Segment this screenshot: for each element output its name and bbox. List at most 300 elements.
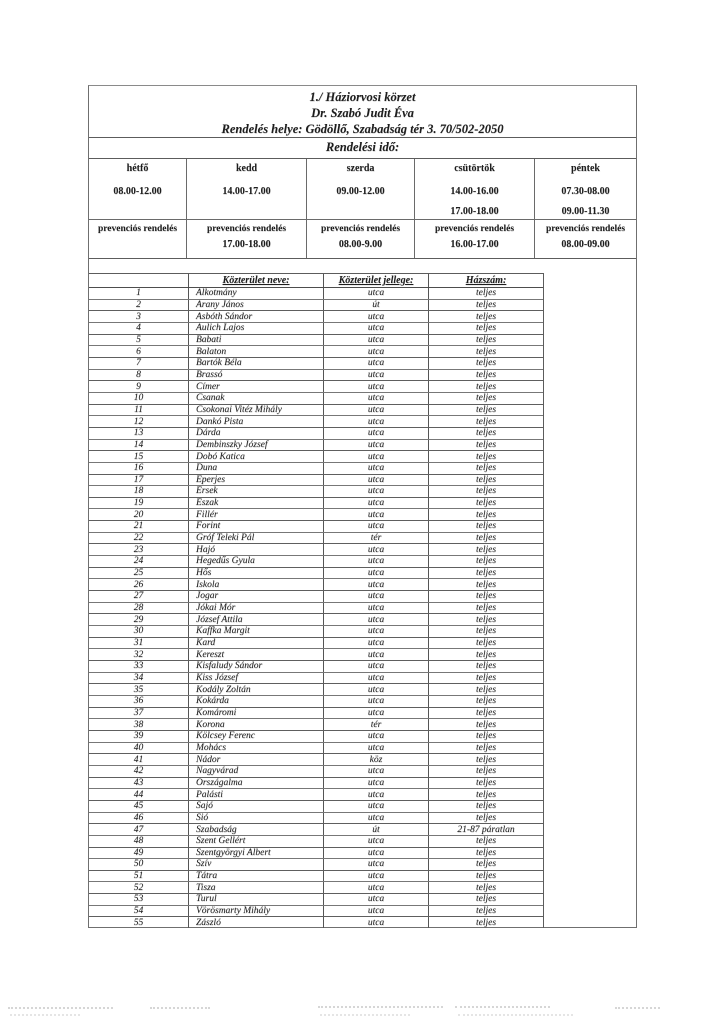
street-type-cell: utca bbox=[324, 311, 429, 322]
street-table-header bbox=[89, 274, 543, 288]
street-name-cell: Jókai Mór bbox=[189, 603, 324, 614]
street-name-cell: Szentgyörgyi Albert bbox=[189, 848, 324, 859]
house-number-cell: teljes bbox=[475, 906, 497, 917]
house-number-cell: teljes bbox=[475, 334, 497, 345]
street-name-cell: Szabadság bbox=[189, 824, 324, 835]
day-time-2: 17.00-18.00 bbox=[450, 206, 499, 217]
row-number-cell: 24 bbox=[89, 556, 189, 567]
row-number-cell: 1 bbox=[89, 288, 189, 299]
street-name-cell: Hegedűs Gyula bbox=[189, 556, 324, 567]
schedule-day-column bbox=[187, 159, 307, 258]
table-row bbox=[89, 335, 543, 347]
street-type-cell: utca bbox=[324, 743, 429, 754]
street-type-cell: utca bbox=[324, 684, 429, 695]
scan-artifact bbox=[150, 1007, 210, 1009]
house-number-cell: teljes bbox=[475, 463, 497, 474]
street-type-cell: utca bbox=[324, 917, 429, 928]
house-number-cell: teljes bbox=[475, 672, 497, 683]
table-row bbox=[89, 323, 543, 335]
table-row bbox=[89, 544, 543, 556]
house-number-cell: teljes bbox=[475, 474, 497, 485]
prevention-time: 17.00-18.00 bbox=[222, 239, 271, 251]
street-name-cell: Szent Gellért bbox=[189, 836, 324, 847]
table-row bbox=[89, 614, 543, 626]
row-number-cell: 38 bbox=[89, 719, 189, 730]
table-row bbox=[89, 300, 543, 312]
street-type-cell: utca bbox=[324, 358, 429, 369]
table-row bbox=[89, 568, 543, 580]
table-row bbox=[89, 521, 543, 533]
house-number-cell: teljes bbox=[475, 649, 497, 660]
house-number-cell: teljes bbox=[475, 533, 497, 544]
row-number-cell: 11 bbox=[89, 405, 189, 416]
row-number-cell: 34 bbox=[89, 673, 189, 684]
street-type-cell: utca bbox=[324, 789, 429, 800]
day-hours-cell bbox=[307, 159, 414, 220]
house-number-cell: teljes bbox=[475, 288, 497, 299]
table-row bbox=[89, 428, 543, 440]
street-name-cell: Forint bbox=[189, 521, 324, 532]
schedule-day-column bbox=[415, 159, 535, 258]
prevention-cell bbox=[187, 220, 306, 258]
house-number-cell: teljes bbox=[475, 521, 497, 532]
table-row bbox=[89, 416, 543, 428]
row-number-cell: 14 bbox=[89, 440, 189, 451]
street-name-cell: Palásti bbox=[189, 789, 324, 800]
prevention-label: prevenciós rendelés bbox=[434, 224, 515, 235]
house-number-cell: teljes bbox=[475, 369, 497, 380]
street-type-cell: utca bbox=[324, 766, 429, 777]
house-number-cell: teljes bbox=[475, 498, 497, 509]
row-number-cell: 26 bbox=[89, 579, 189, 590]
column-header-house-number: Házszám: bbox=[465, 274, 507, 286]
street-type-cell: utca bbox=[324, 579, 429, 590]
schedule-day-column bbox=[89, 159, 187, 258]
street-type-cell: út bbox=[324, 824, 429, 835]
scan-artifact bbox=[10, 1014, 80, 1016]
house-number-cell: teljes bbox=[475, 393, 497, 404]
row-number-cell: 32 bbox=[89, 649, 189, 660]
street-type-cell: utca bbox=[324, 393, 429, 404]
house-number-cell: teljes bbox=[475, 812, 497, 823]
street-type-cell: utca bbox=[324, 696, 429, 707]
document-frame bbox=[88, 85, 637, 928]
row-number-cell: 54 bbox=[89, 906, 189, 917]
day-label: kedd bbox=[235, 163, 258, 174]
table-row bbox=[89, 871, 543, 883]
row-number-cell: 4 bbox=[89, 323, 189, 334]
table-row bbox=[89, 859, 543, 871]
row-number-cell: 53 bbox=[89, 894, 189, 905]
street-type-cell: utca bbox=[324, 649, 429, 660]
street-type-cell: utca bbox=[324, 416, 429, 427]
street-type-cell: utca bbox=[324, 638, 429, 649]
prevention-time: 08.00-09.00 bbox=[561, 239, 610, 251]
table-row bbox=[89, 754, 543, 766]
row-number-cell: 19 bbox=[89, 498, 189, 509]
street-type-cell: utca bbox=[324, 661, 429, 672]
street-type-cell: utca bbox=[324, 509, 429, 520]
house-number-cell: 21-87 páratlan bbox=[457, 824, 515, 835]
row-number-cell: 30 bbox=[89, 626, 189, 637]
row-number-cell: 35 bbox=[89, 684, 189, 695]
house-number-cell: teljes bbox=[475, 556, 497, 567]
street-name-cell: Kard bbox=[189, 638, 324, 649]
table-row bbox=[89, 440, 543, 452]
row-number-cell: 16 bbox=[89, 463, 189, 474]
house-number-cell: teljes bbox=[475, 882, 497, 893]
street-name-cell: Arany János bbox=[189, 300, 324, 311]
row-number-cell: 49 bbox=[89, 848, 189, 859]
table-row bbox=[89, 766, 543, 778]
street-type-cell: tér bbox=[324, 719, 429, 730]
house-number-cell: teljes bbox=[475, 544, 497, 555]
table-row bbox=[89, 673, 543, 685]
street-type-cell: utca bbox=[324, 451, 429, 462]
row-number-cell: 15 bbox=[89, 451, 189, 462]
house-number-cell: teljes bbox=[475, 323, 497, 334]
street-name-cell: Gróf Teleki Pál bbox=[189, 533, 324, 544]
house-number-cell: teljes bbox=[475, 859, 497, 870]
row-number-cell: 18 bbox=[89, 486, 189, 497]
day-hours-cell bbox=[415, 159, 534, 220]
street-type-cell: utca bbox=[324, 544, 429, 555]
prevention-time bbox=[89, 239, 186, 250]
house-number-cell: teljes bbox=[475, 509, 497, 520]
street-name-cell: Kiss József bbox=[189, 673, 324, 684]
street-name-cell: Kaffka Margit bbox=[189, 626, 324, 637]
scan-artifact bbox=[615, 1007, 660, 1009]
table-row bbox=[89, 882, 543, 894]
house-number-cell: teljes bbox=[475, 789, 497, 800]
street-name-cell: Tátra bbox=[189, 871, 324, 882]
day-time-1: 14.00-16.00 bbox=[450, 186, 499, 197]
prevention-cell bbox=[89, 220, 186, 258]
row-number-cell: 45 bbox=[89, 801, 189, 812]
street-type-cell: utca bbox=[324, 440, 429, 451]
street-type-cell: utca bbox=[324, 475, 429, 486]
street-type-cell: utca bbox=[324, 521, 429, 532]
street-type-cell: utca bbox=[324, 848, 429, 859]
schedule-day-column bbox=[307, 159, 415, 258]
table-row bbox=[89, 393, 543, 405]
street-type-cell: utca bbox=[324, 498, 429, 509]
house-number-cell: teljes bbox=[475, 917, 497, 928]
column-header-street-name: Közterület neve: bbox=[189, 274, 324, 287]
row-number-cell: 2 bbox=[89, 300, 189, 311]
house-number-cell: teljes bbox=[475, 766, 497, 777]
street-type-cell: utca bbox=[324, 614, 429, 625]
row-number-cell: 50 bbox=[89, 859, 189, 870]
house-number-cell: teljes bbox=[475, 299, 497, 310]
table-row bbox=[89, 288, 543, 300]
table-row bbox=[89, 451, 543, 463]
house-number-cell: teljes bbox=[475, 579, 497, 590]
row-number-cell: 52 bbox=[89, 882, 189, 893]
prevention-cell bbox=[307, 220, 414, 258]
day-time-1: 07.30-08.00 bbox=[561, 186, 610, 197]
scan-artifact bbox=[458, 1014, 573, 1016]
scan-artifact bbox=[455, 1006, 550, 1008]
table-row bbox=[89, 778, 543, 790]
table-row bbox=[89, 579, 543, 591]
table-row bbox=[89, 661, 543, 673]
table-row bbox=[89, 486, 543, 498]
row-number-cell: 46 bbox=[89, 813, 189, 824]
row-number-cell: 10 bbox=[89, 393, 189, 404]
column-header-number bbox=[89, 274, 189, 287]
prevention-label: prevenciós rendelés bbox=[97, 224, 178, 235]
street-type-cell: utca bbox=[324, 882, 429, 893]
house-number-cell: teljes bbox=[475, 847, 497, 858]
house-number-cell: teljes bbox=[475, 731, 497, 742]
street-type-cell: utca bbox=[324, 463, 429, 474]
street-name-cell: Dankó Pista bbox=[189, 416, 324, 427]
street-name-cell: Dembinszky József bbox=[189, 440, 324, 451]
row-number-cell: 5 bbox=[89, 335, 189, 346]
row-number-cell: 47 bbox=[89, 824, 189, 835]
house-number-cell: teljes bbox=[475, 754, 497, 765]
table-row bbox=[89, 731, 543, 743]
table-row bbox=[89, 311, 543, 323]
street-name-cell: Hős bbox=[189, 568, 324, 579]
row-number-cell: 21 bbox=[89, 521, 189, 532]
row-number-cell: 41 bbox=[89, 754, 189, 765]
row-number-cell: 43 bbox=[89, 778, 189, 789]
street-type-cell: utca bbox=[324, 288, 429, 299]
street-type-cell: utca bbox=[324, 778, 429, 789]
street-type-cell: utca bbox=[324, 673, 429, 684]
street-type-cell: utca bbox=[324, 894, 429, 905]
street-name-cell: József Attila bbox=[189, 614, 324, 625]
street-type-cell: utca bbox=[324, 906, 429, 917]
street-type-cell: utca bbox=[324, 370, 429, 381]
row-number-cell: 23 bbox=[89, 544, 189, 555]
house-number-cell: teljes bbox=[475, 707, 497, 718]
table-row bbox=[89, 836, 543, 848]
day-time-2 bbox=[187, 206, 306, 217]
street-name-cell: Kisfaludy Sándor bbox=[189, 661, 324, 672]
table-row bbox=[89, 381, 543, 393]
street-name-cell: Bartók Béla bbox=[189, 358, 324, 369]
house-number-cell: teljes bbox=[475, 428, 497, 439]
house-number-cell: teljes bbox=[475, 416, 497, 427]
house-number-cell: teljes bbox=[475, 661, 497, 672]
prevention-label: prevenciós rendelés bbox=[320, 224, 401, 235]
house-number-cell: teljes bbox=[475, 614, 497, 625]
house-number-cell: teljes bbox=[475, 626, 497, 637]
house-number-cell: teljes bbox=[475, 742, 497, 753]
street-name-cell: Sajó bbox=[189, 801, 324, 812]
table-row bbox=[89, 917, 543, 928]
street-name-cell: Balaton bbox=[189, 346, 324, 357]
day-label: péntek bbox=[571, 163, 600, 174]
row-number-cell: 12 bbox=[89, 416, 189, 427]
house-number-cell: teljes bbox=[475, 486, 497, 497]
prevention-label: prevenciós rendelés bbox=[206, 224, 287, 235]
street-name-cell: Csokonai Vitéz Mihály bbox=[189, 405, 324, 416]
street-name-cell: Nádor bbox=[189, 754, 324, 765]
house-number-cell: teljes bbox=[475, 696, 497, 707]
schedule-section-title: Rendelési idő: bbox=[89, 138, 636, 159]
row-number-cell: 29 bbox=[89, 614, 189, 625]
table-row bbox=[89, 626, 543, 638]
street-name-cell: Szív bbox=[189, 859, 324, 870]
house-number-cell: teljes bbox=[475, 836, 497, 847]
table-row bbox=[89, 684, 543, 696]
house-number-cell: teljes bbox=[475, 568, 497, 579]
row-number-cell: 22 bbox=[89, 533, 189, 544]
row-number-cell: 6 bbox=[89, 346, 189, 357]
street-name-cell: Fillér bbox=[189, 509, 324, 520]
day-hours-cell bbox=[535, 159, 636, 220]
schedule-table bbox=[89, 159, 636, 259]
street-type-cell: utca bbox=[324, 708, 429, 719]
prevention-time: 08.00-9.00 bbox=[338, 239, 383, 251]
street-type-cell: utca bbox=[324, 381, 429, 392]
day-hours-cell bbox=[89, 159, 186, 220]
table-row bbox=[89, 743, 543, 755]
table-row bbox=[89, 498, 543, 510]
house-number-cell: teljes bbox=[475, 684, 497, 695]
section-gap bbox=[89, 259, 636, 273]
street-name-cell: Babati bbox=[189, 335, 324, 346]
table-row bbox=[89, 463, 543, 475]
street-type-cell: utca bbox=[324, 428, 429, 439]
street-name-cell: Iskola bbox=[189, 579, 324, 590]
street-type-cell: utca bbox=[324, 626, 429, 637]
street-type-cell: utca bbox=[324, 335, 429, 346]
street-name-cell: Sió bbox=[189, 813, 324, 824]
street-type-cell: utca bbox=[324, 568, 429, 579]
row-number-cell: 40 bbox=[89, 743, 189, 754]
house-number-cell: teljes bbox=[475, 719, 497, 730]
table-row bbox=[89, 906, 543, 918]
row-number-cell: 42 bbox=[89, 766, 189, 777]
scan-artifact bbox=[8, 1007, 113, 1009]
row-number-cell: 48 bbox=[89, 836, 189, 847]
day-time-1: 09.00-12.00 bbox=[336, 186, 385, 197]
street-type-cell: utca bbox=[324, 405, 429, 416]
street-name-cell: Korona bbox=[189, 719, 324, 730]
street-name-cell: Jogar bbox=[189, 591, 324, 602]
row-number-cell: 25 bbox=[89, 568, 189, 579]
row-number-cell: 33 bbox=[89, 661, 189, 672]
table-row bbox=[89, 475, 543, 487]
row-number-cell: 44 bbox=[89, 789, 189, 800]
prevention-time: 16.00-17.00 bbox=[450, 239, 499, 251]
street-name-cell: Eperjes bbox=[189, 475, 324, 486]
scan-artifact bbox=[318, 1006, 443, 1008]
prevention-cell bbox=[415, 220, 534, 258]
house-number-cell: teljes bbox=[475, 894, 497, 905]
street-name-cell: Csanak bbox=[189, 393, 324, 404]
street-name-cell: Érsek bbox=[189, 486, 324, 497]
street-name-cell: Kölcsey Ferenc bbox=[189, 731, 324, 742]
house-number-cell: teljes bbox=[475, 591, 497, 602]
day-hours-cell bbox=[187, 159, 306, 220]
street-name-cell: Tisza bbox=[189, 882, 324, 893]
street-type-cell: út bbox=[324, 300, 429, 311]
street-type-cell: utca bbox=[324, 836, 429, 847]
row-number-cell: 20 bbox=[89, 509, 189, 520]
street-name-cell: Aulich Lajos bbox=[189, 323, 324, 334]
day-label: hétfő bbox=[126, 163, 149, 174]
day-time-1: 14.00-17.00 bbox=[222, 186, 271, 197]
prevention-label: prevenciós rendelés bbox=[545, 224, 626, 235]
table-row bbox=[89, 638, 543, 650]
table-row bbox=[89, 848, 543, 860]
row-number-cell: 51 bbox=[89, 871, 189, 882]
column-header-street-type: Közterület jellege: bbox=[324, 274, 429, 287]
street-name-cell: Kereszt bbox=[189, 649, 324, 660]
table-row bbox=[89, 405, 543, 417]
table-row bbox=[89, 603, 543, 615]
day-time-2 bbox=[307, 206, 414, 217]
table-row bbox=[89, 556, 543, 568]
street-name-cell: Nagyvárad bbox=[189, 766, 324, 777]
prevention-cell bbox=[535, 220, 636, 258]
street-name-cell: Komáromi bbox=[189, 708, 324, 719]
row-number-cell: 31 bbox=[89, 638, 189, 649]
street-type-cell: utca bbox=[324, 801, 429, 812]
street-type-cell: utca bbox=[324, 871, 429, 882]
district-title: 1./ Háziorvosi körzet bbox=[309, 90, 416, 104]
row-number-cell: 28 bbox=[89, 603, 189, 614]
street-name-cell: Alkotmány bbox=[189, 288, 324, 299]
house-number-cell: teljes bbox=[475, 871, 497, 882]
row-number-cell: 7 bbox=[89, 358, 189, 369]
table-row bbox=[89, 824, 543, 836]
table-row bbox=[89, 591, 543, 603]
street-type-cell: tér bbox=[324, 533, 429, 544]
schedule-day-column bbox=[535, 159, 636, 258]
row-number-cell: 9 bbox=[89, 381, 189, 392]
street-name-cell: Dobó Katica bbox=[189, 451, 324, 462]
street-type-cell: utca bbox=[324, 346, 429, 357]
row-number-cell: 39 bbox=[89, 731, 189, 742]
house-number-cell: teljes bbox=[475, 801, 497, 812]
day-time-1: 08.00-12.00 bbox=[113, 186, 162, 197]
table-row bbox=[89, 894, 543, 906]
street-name-cell: Duna bbox=[189, 463, 324, 474]
street-type-cell: utca bbox=[324, 486, 429, 497]
row-number-cell: 37 bbox=[89, 708, 189, 719]
day-time-2: 09.00-11.30 bbox=[561, 206, 610, 217]
street-name-cell: Dárda bbox=[189, 428, 324, 439]
table-row bbox=[89, 696, 543, 708]
doctor-name: Dr. Szabó Judit Éva bbox=[311, 106, 414, 120]
street-name-cell: Kodály Zoltán bbox=[189, 684, 324, 695]
table-row bbox=[89, 801, 543, 813]
street-type-cell: utca bbox=[324, 731, 429, 742]
table-row bbox=[89, 789, 543, 801]
table-row bbox=[89, 509, 543, 521]
day-time-2 bbox=[89, 206, 186, 217]
street-table bbox=[89, 273, 544, 928]
house-number-cell: teljes bbox=[475, 311, 497, 322]
table-row bbox=[89, 370, 543, 382]
table-row bbox=[89, 719, 543, 731]
street-name-cell: Észak bbox=[189, 498, 324, 509]
street-name-cell: Zászló bbox=[189, 917, 324, 928]
table-row bbox=[89, 346, 543, 358]
table-row bbox=[89, 358, 543, 370]
house-number-cell: teljes bbox=[475, 777, 497, 788]
street-type-cell: utca bbox=[324, 859, 429, 870]
house-number-cell: teljes bbox=[475, 439, 497, 450]
street-name-cell: Brassó bbox=[189, 370, 324, 381]
